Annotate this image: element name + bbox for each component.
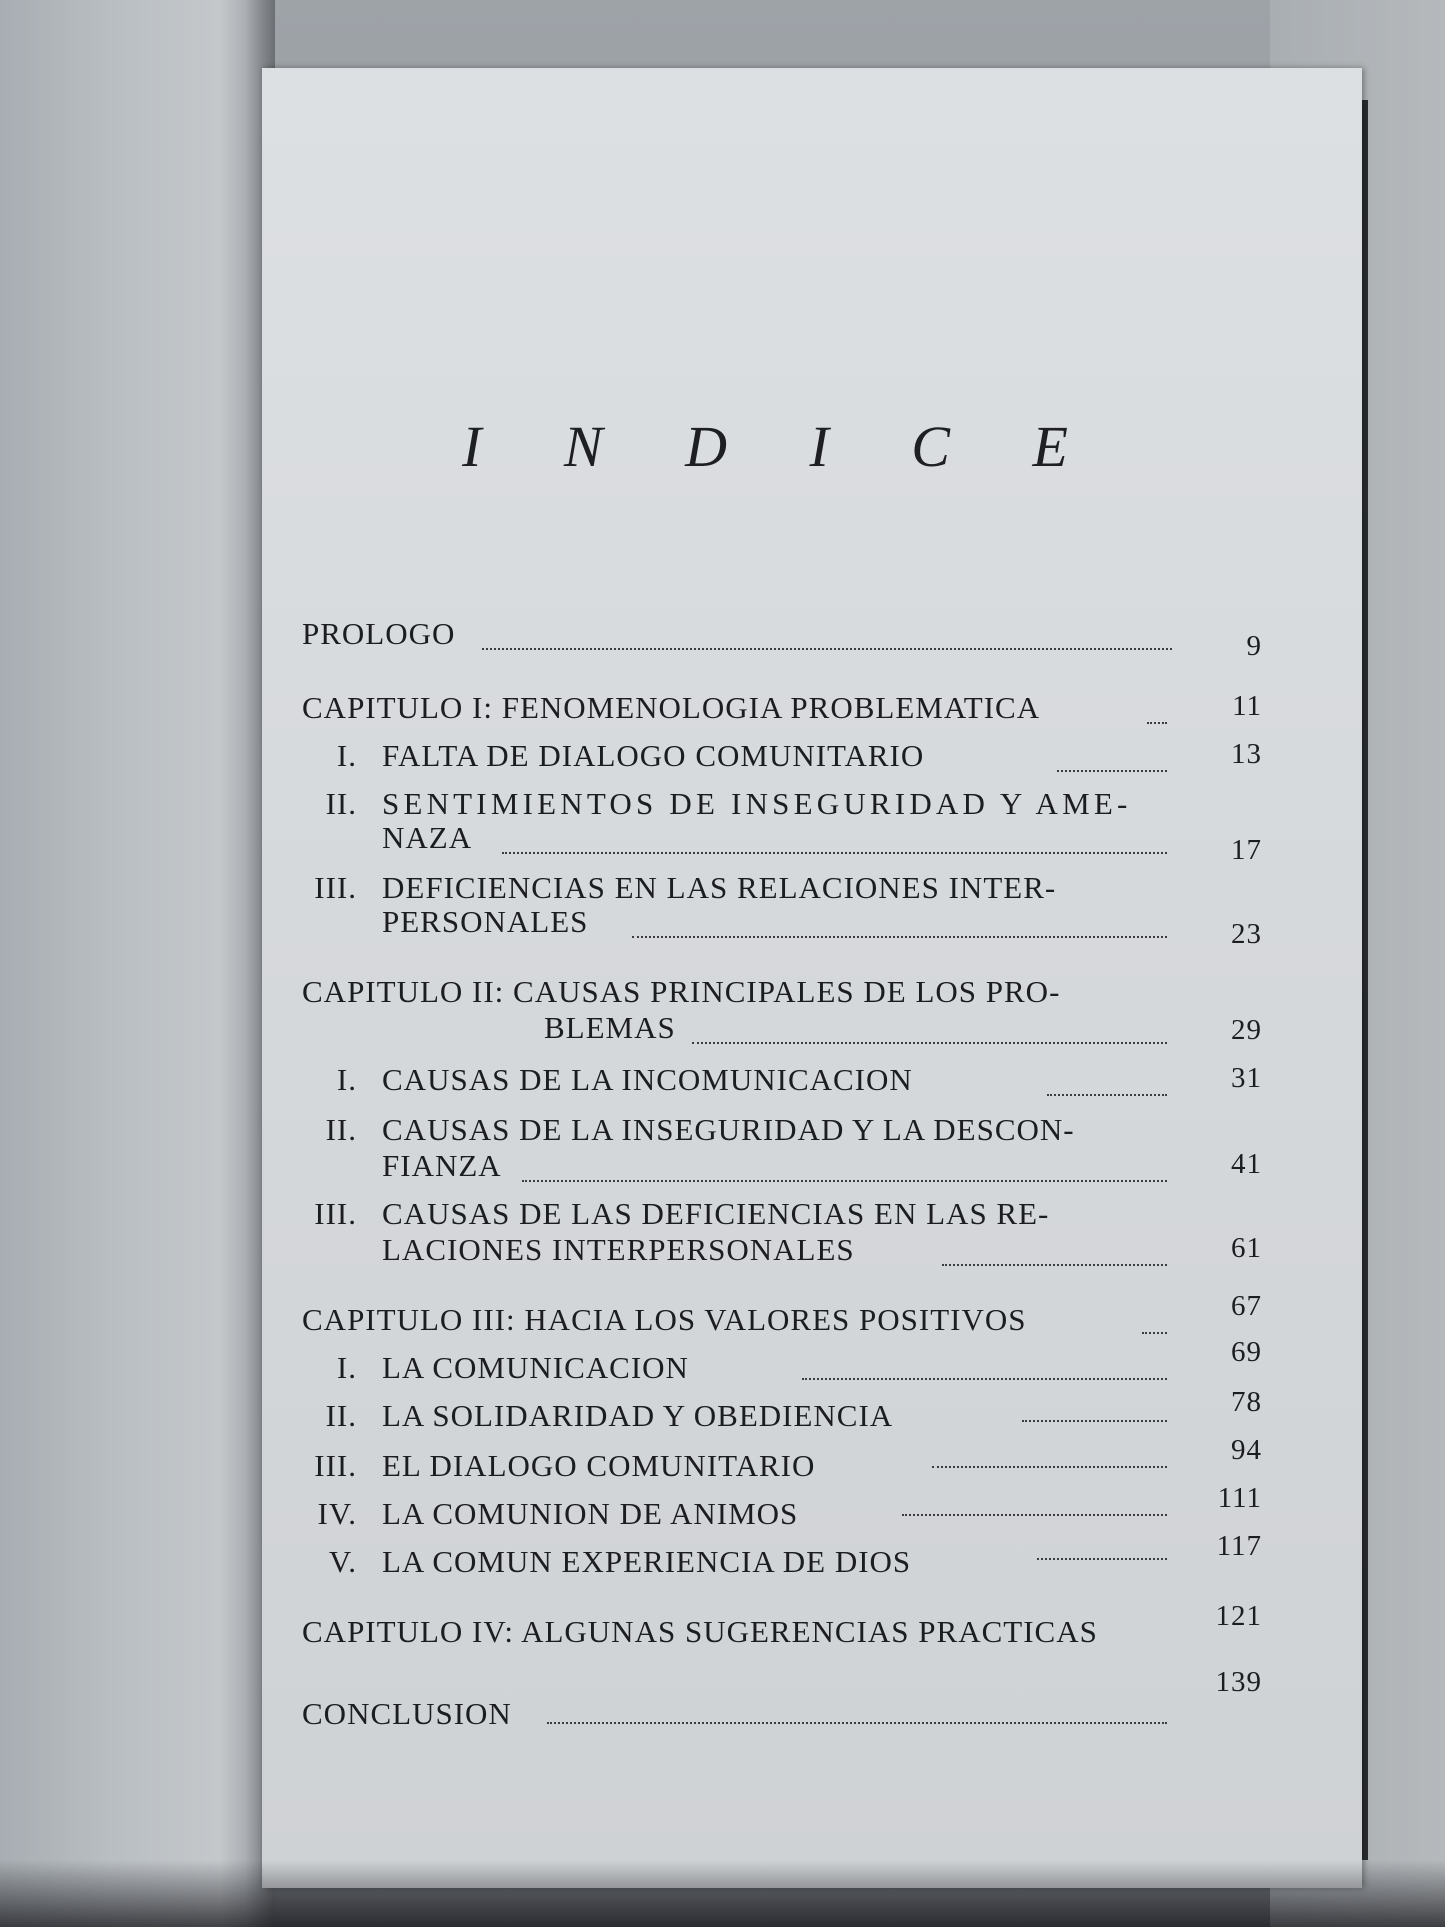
toc-entry-cap1-i xyxy=(302,738,1262,782)
toc-page-number: 111 xyxy=(1217,1482,1262,1514)
toc-entry-label: NAZA xyxy=(382,820,473,855)
toc-entry-label: CAUSAS DE LA INSEGURIDAD Y LA DESCON- xyxy=(382,1112,1075,1147)
toc-page-number: 17 xyxy=(1231,834,1262,866)
bottom-shadow xyxy=(0,1860,1445,1927)
toc-item-number: II. xyxy=(325,786,357,821)
toc-page-number: 23 xyxy=(1231,918,1262,950)
toc-page-number: 61 xyxy=(1231,1232,1262,1264)
toc-entry-label: EL DIALOGO COMUNITARIO xyxy=(382,1448,816,1483)
toc-item-number: III. xyxy=(314,870,357,905)
toc-page-number: 9 xyxy=(1246,630,1262,662)
leader-dots xyxy=(1037,1558,1167,1560)
leader-dots xyxy=(1142,1332,1167,1334)
toc-entry-label: CAUSAS DE LA INCOMUNICACION xyxy=(382,1062,913,1097)
toc-entry-label: CONCLUSION xyxy=(302,1696,512,1731)
leader-dots xyxy=(902,1514,1167,1516)
leader-dots xyxy=(632,936,1167,938)
toc-entry-cap2-ii-line2 xyxy=(302,1148,1262,1192)
toc-item-number: II. xyxy=(325,1112,357,1147)
toc-page-number: 69 xyxy=(1231,1336,1262,1368)
toc-entry-cap1-ii-line2 xyxy=(302,820,1262,864)
toc-entry-cap3-v xyxy=(302,1530,1262,1588)
toc-entry-cap3-ii xyxy=(302,1386,1262,1442)
book-cover-edge xyxy=(1362,100,1368,1860)
toc-item-number: IV. xyxy=(317,1496,357,1531)
toc-entry-label: BLEMAS xyxy=(544,1010,676,1045)
toc-page-number: 117 xyxy=(1216,1530,1262,1562)
toc-page-number: 29 xyxy=(1231,1014,1262,1046)
leader-dots xyxy=(482,648,1172,650)
toc-page-number: 13 xyxy=(1231,738,1262,770)
toc-entry-capitulo-3 xyxy=(302,1290,1262,1346)
leader-dots xyxy=(1057,770,1167,772)
leader-dots xyxy=(502,852,1167,854)
toc-entry-label: CAUSAS DE LAS DEFICIENCIAS EN LAS RE- xyxy=(382,1196,1050,1231)
toc-entry-label: CAPITULO IV: ALGUNAS SUGERENCIAS PRACTICAS xyxy=(302,1614,1098,1649)
toc-page-number: 41 xyxy=(1231,1148,1262,1180)
book-page xyxy=(262,68,1362,1888)
toc-item-number: I. xyxy=(336,1062,357,1097)
toc-entry-label: CAPITULO I: FENOMENOLOGIA PROBLEMATICA xyxy=(302,690,1041,725)
leader-dots xyxy=(802,1378,1167,1380)
toc-entry-label: LA COMUNICACION xyxy=(382,1350,689,1385)
toc-entry-label: FALTA DE DIALOGO COMUNITARIO xyxy=(382,738,925,773)
toc-entry-label: SENTIMIENTOS DE INSEGURIDAD Y AME- xyxy=(382,786,1132,821)
toc-entry-label: PROLOGO xyxy=(302,616,456,651)
toc-page-number: 139 xyxy=(1215,1666,1262,1698)
leader-dots xyxy=(932,1466,1167,1468)
toc-entry-capitulo-2-line2 xyxy=(302,1010,1262,1054)
toc-entry-label: CAPITULO II: CAUSAS PRINCIPALES DE LOS PRO- xyxy=(302,974,1061,1009)
toc-entry-label: LA COMUN EXPERIENCIA DE DIOS xyxy=(382,1544,912,1579)
toc-page-number: 121 xyxy=(1215,1600,1262,1632)
toc-page-number: 78 xyxy=(1231,1386,1262,1418)
leader-dots xyxy=(1147,722,1167,724)
toc-entry-cap1-iii-line2 xyxy=(302,904,1262,948)
toc-item-number: II. xyxy=(325,1398,357,1433)
leader-dots xyxy=(1047,1094,1167,1096)
toc-entry-capitulo-1 xyxy=(302,690,1262,734)
toc-entry-label: LA COMUNION DE ANIMOS xyxy=(382,1496,799,1531)
toc-entry-prologo xyxy=(302,616,1262,660)
leader-dots xyxy=(692,1042,1167,1044)
leader-dots xyxy=(522,1180,1167,1182)
toc-page-number: 31 xyxy=(1231,1062,1262,1094)
book-spine xyxy=(0,0,275,1927)
toc-page-number: 67 xyxy=(1231,1290,1262,1322)
toc-entry-label: CAPITULO III: HACIA LOS VALORES POSITIVOS xyxy=(302,1302,1027,1337)
toc-entry-cap3-iv xyxy=(302,1482,1262,1540)
toc-entry-cap3-i xyxy=(302,1336,1262,1394)
toc-item-number: I. xyxy=(336,738,357,773)
toc-entry-label: PERSONALES xyxy=(382,904,589,939)
toc-entry-conclusion xyxy=(302,1666,1262,1740)
toc-entry-label: FIANZA xyxy=(382,1148,502,1183)
toc-entry-label: DEFICIENCIAS EN LAS RELACIONES INTER- xyxy=(382,870,1057,905)
toc-entry-label: LA SOLIDARIDAD Y OBEDIENCIA xyxy=(382,1398,894,1433)
toc-entry-cap2-iii-line2 xyxy=(302,1232,1262,1276)
leader-dots xyxy=(547,1722,1167,1724)
toc-item-number: III. xyxy=(314,1196,357,1231)
leader-dots xyxy=(1022,1420,1167,1422)
toc-entry-capitulo-4 xyxy=(302,1600,1262,1658)
toc-entry-cap3-iii xyxy=(302,1434,1262,1492)
toc-item-number: V. xyxy=(328,1544,357,1579)
toc-page-number: 11 xyxy=(1232,690,1262,722)
toc-entry-label: LACIONES INTERPERSONALES xyxy=(382,1232,855,1267)
toc-item-number: III. xyxy=(314,1448,357,1483)
leader-dots xyxy=(942,1264,1167,1266)
toc-page-number: 94 xyxy=(1231,1434,1262,1466)
page-title: I N D I C E xyxy=(462,414,1102,479)
toc-item-number: I. xyxy=(336,1350,357,1385)
toc-entry-cap2-i xyxy=(302,1062,1262,1106)
